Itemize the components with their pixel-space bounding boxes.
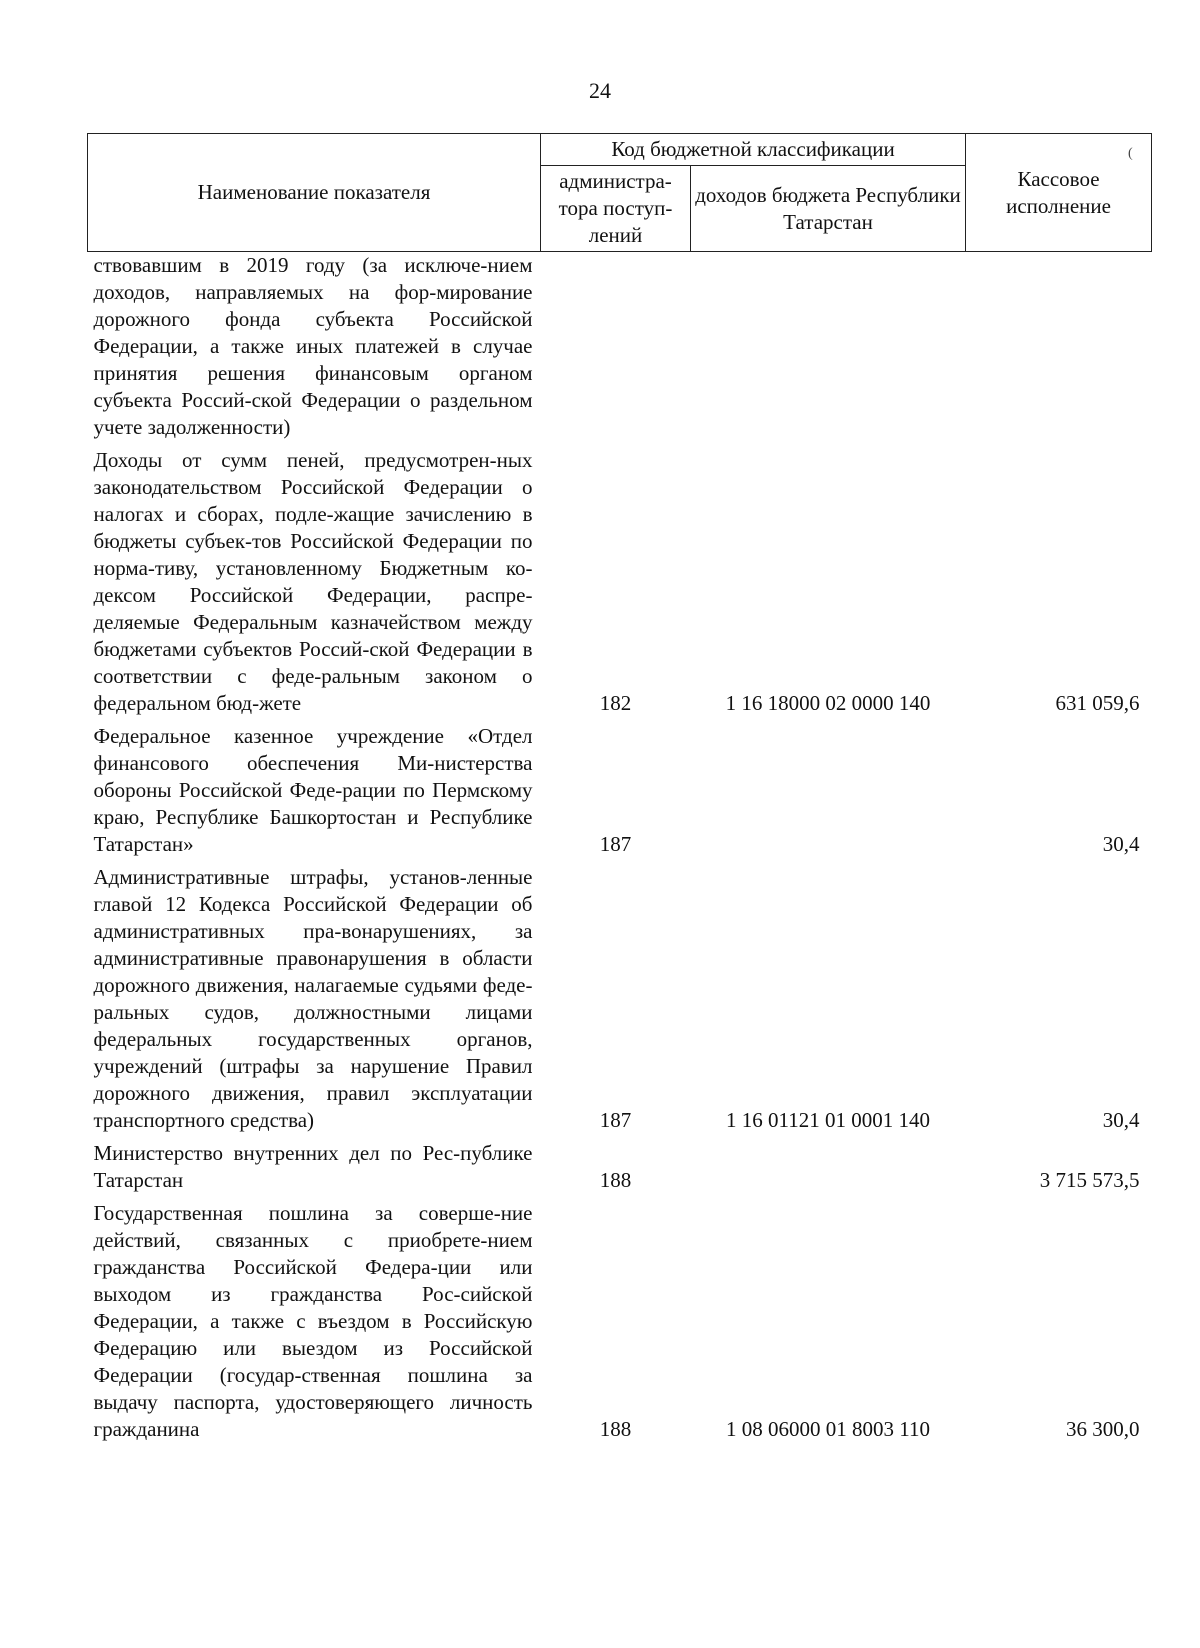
row-admin-code [541,252,691,442]
row-amount: 36 300,0 [1066,1417,1140,1441]
row-name: Федеральное казенное учреждение «Отдел финансового обеспечения Ми-нистерства обороны Российской Феде-рации по Пермскому краю, Республике Башкортостан и Республике Татарстан» [93,724,533,856]
row-name: Министерство внутренних дел по Рес-публике Татарстан [93,1141,533,1192]
row-name: Доходы от сумм пеней, предусмотрен-ных законодательством Российской Федерации о налогах и сборах, подле-жащие зачислению в бюджеты субъек-тов Российской Федерации по норма-тиву, установленному Бюджетным ко-дексом Российской Федерации, распре-деляемые Федеральным казначейством между бюджетами субъектов Россий-ской Федерации в соответствии с феде-ральным законом о федеральном бюд-жете [93,448,533,715]
income-column-header: доходов бюджета Республики Татарстан [691,166,966,252]
row-income-code: 1 16 18000 02 0000 140 [725,691,931,715]
amount-column-header: Кассовое исполнение [966,134,1152,252]
table-row [88,1194,1152,1443]
row-admin-code: 188 [599,1168,632,1192]
row-admin-code: 182 [599,691,632,715]
scan-mark: ( [1128,146,1133,161]
table-row [88,858,1152,1134]
row-amount: 30,4 [1102,832,1140,856]
classification-group-header: Код бюджетной классификации [541,134,966,166]
row-amount: 3 715 573,5 [1039,1168,1140,1192]
row-amount: 631 059,6 [1055,691,1140,715]
table-row [88,1134,1152,1194]
row-name: Государственная пошлина за соверше-ние действий, связанных с приобрете-нием гражданства Российской Федера-ции или выходом из гражданства Рос-сийской Федерации, а также с въездом в Российскую Федерацию или выездом из Российской Федерации (государ-ственная пошлина за выдачу паспорта, удостоверяющего личность гражданина [93,1201,533,1441]
admin-column-header: администра-тора поступ-лений [541,166,691,252]
row-amount [966,252,1152,442]
budget-table [87,133,1152,1443]
row-amount: 30,4 [1102,1108,1140,1132]
row-admin-code: 187 [599,832,632,856]
page-number: 24 [589,78,611,103]
table-row [88,252,1152,442]
header-row-top [88,134,1152,166]
row-income-code: 1 08 06000 01 8003 110 [726,1417,930,1441]
name-column-header: Наименование показателя [88,134,541,252]
table-row [88,717,1152,858]
row-admin-code: 188 [599,1417,632,1441]
row-name: Административные штрафы, установ-ленные главой 12 Кодекса Российской Федерации об административных пра-вонарушениях, за административные правонарушения в области дорожного движения, налагаемые судьями феде-ральных судов, должностными лицами федеральных государственных органов, учреждений (штрафы за нарушение Правил дорожного движения, правил эксплуатации транспортного средства) [93,865,533,1132]
row-income-code [691,717,966,858]
row-admin-code: 187 [599,1108,632,1132]
row-income-code [691,252,966,442]
row-income-code: 1 16 01121 01 0001 140 [726,1108,930,1132]
table-row [88,441,1152,717]
row-name: ствовавшим в 2019 году (за исключе-нием доходов, направляемых на фор-мирование дорожного фонда субъекта Российской Федерации, а также иных платежей в случае принятия решения финансовым органом субъекта Россий-ской Федерации о раздельном учете задолженности) [93,253,533,439]
row-income-code [691,1134,966,1194]
